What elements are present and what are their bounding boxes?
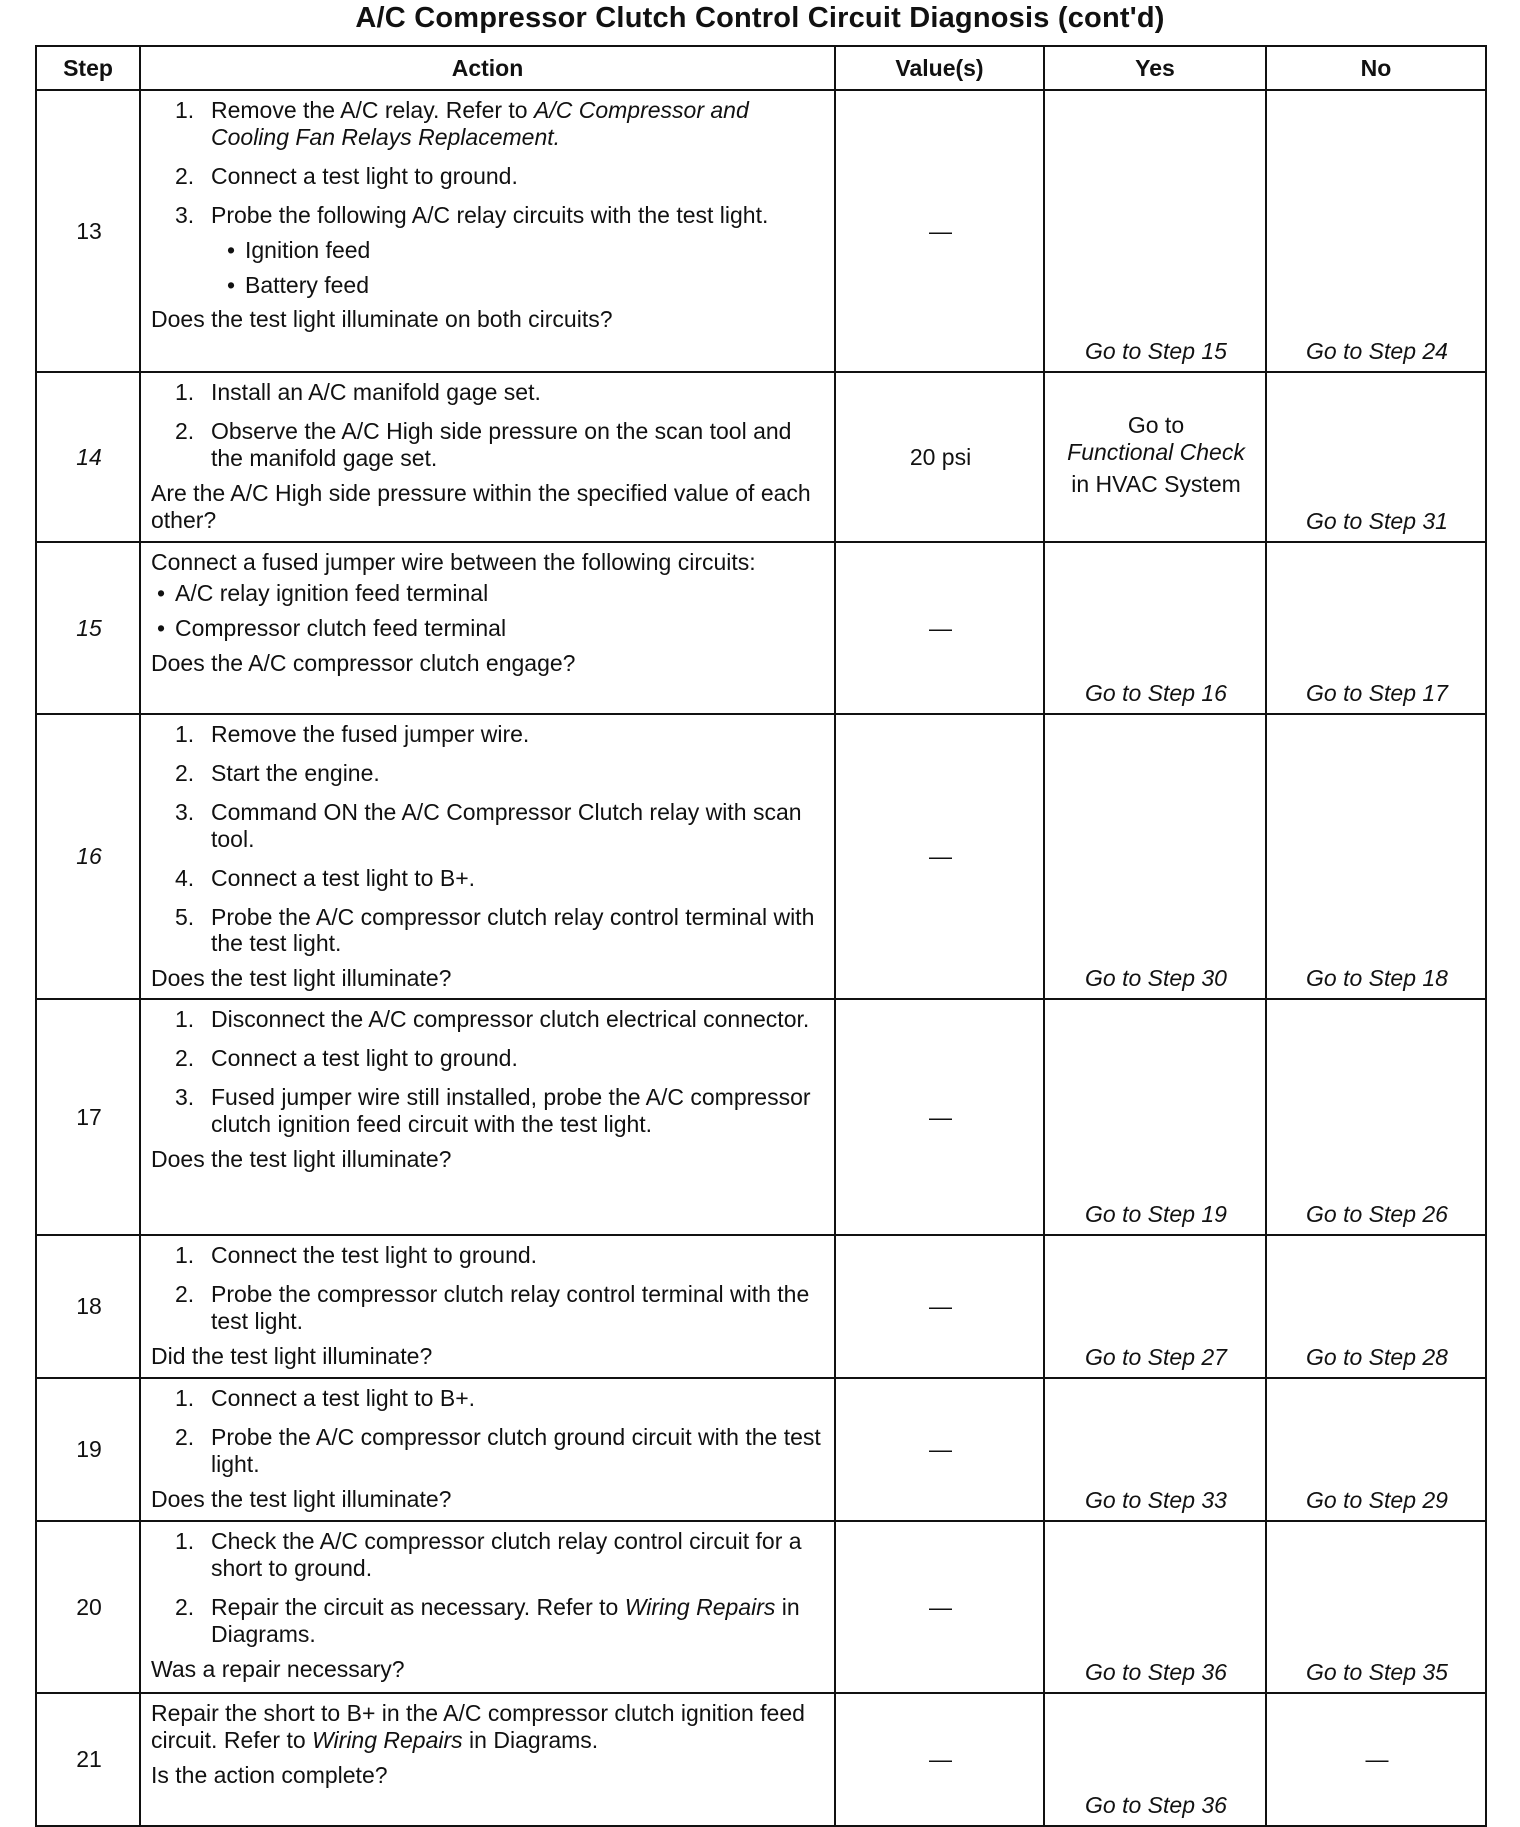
- action-question: Are the A/C High side pressure within the specified value of each other?: [151, 479, 811, 533]
- action-question: Does the test light illuminate on both circuits?: [151, 306, 613, 333]
- step-number: 21: [36, 1693, 140, 1826]
- no-cell: [1266, 542, 1486, 714]
- action-cell: [140, 542, 835, 714]
- action-item: 1. Connect a test light to B+.: [175, 1385, 476, 1412]
- action-item: 1. Disconnect the A/C compressor clutch electrical connector.: [175, 1006, 810, 1033]
- table-row: [36, 1521, 1486, 1693]
- action-intro: Repair the short to B+ in the A/C compressor clutch ignition feed circuit. Refer to Wiring Repairs in Diagrams.: [151, 1700, 805, 1754]
- column-header-no: No: [1266, 46, 1486, 90]
- table-row: [36, 90, 1486, 372]
- table-row: [36, 1693, 1486, 1826]
- action-item: 3. Command ON the A/C Compressor Clutch relay with scan tool.: [175, 798, 802, 852]
- action-question: Does the test light illuminate?: [151, 965, 452, 992]
- action-intro: Connect a fused jumper wire between the following circuits:: [151, 549, 756, 575]
- action-item: 1. Check the A/C compressor clutch relay control circuit for a short to ground.: [175, 1528, 802, 1582]
- action-item: 1. Connect the test light to ground.: [175, 1242, 538, 1269]
- header-row: [36, 46, 1486, 90]
- value-cell: —: [835, 1235, 1044, 1378]
- value-cell: —: [835, 90, 1044, 372]
- value-cell: —: [835, 1693, 1044, 1826]
- diagnosis-table: [35, 45, 1487, 1827]
- table-row: [36, 999, 1486, 1235]
- no-result: Go to Step 24: [1306, 338, 1448, 365]
- step-number: 18: [36, 1235, 140, 1378]
- yes-cell: [1044, 90, 1266, 372]
- no-result: Go to Step 28: [1306, 1344, 1448, 1371]
- no-result: Go to Step 18: [1306, 965, 1448, 992]
- step-number: 13: [36, 90, 140, 372]
- action-question: Was a repair necessary?: [151, 1655, 405, 1682]
- action-item: 2. Probe the compressor clutch relay control terminal with the test light.: [175, 1281, 810, 1335]
- yes-result: Go to Step 30: [1085, 965, 1227, 992]
- action-cell: [140, 1378, 835, 1521]
- yes-cell: [1044, 999, 1266, 1235]
- no-result: Go to Step 26: [1306, 1201, 1448, 1228]
- no-cell: [1266, 1521, 1486, 1693]
- yes-result: Go to Step 36: [1085, 1792, 1227, 1819]
- yes-result-line: Go to: [1127, 411, 1185, 438]
- step-number: 20: [36, 1521, 140, 1693]
- step-number: 15: [36, 542, 140, 714]
- yes-cell: [1044, 714, 1266, 999]
- action-item: 2. Observe the A/C High side pressure on the scan tool and the manifold gage set.: [175, 417, 792, 471]
- no-result: Go to Step 17: [1306, 680, 1448, 707]
- bullet-item: • Battery feed: [151, 272, 826, 299]
- yes-cell: [1044, 372, 1266, 542]
- no-result: Go to Step 31: [1306, 508, 1448, 535]
- action-cell: [140, 1235, 835, 1378]
- action-cell: [140, 1521, 835, 1693]
- action-item: 2. Connect a test light to ground.: [175, 1045, 518, 1072]
- action-cell: [140, 90, 835, 372]
- action-question: Does the test light illuminate?: [151, 1485, 452, 1512]
- yes-cell: [1044, 1235, 1266, 1378]
- action-item: 2. Probe the A/C compressor clutch ground circuit with the test light.: [175, 1424, 821, 1478]
- bullet-item: • Compressor clutch feed terminal: [151, 615, 826, 642]
- yes-result: Go to Step 27: [1085, 1344, 1227, 1371]
- action-question: Does the test light illuminate?: [151, 1145, 452, 1172]
- action-item: 3. Fused jumper wire still installed, probe the A/C compressor clutch ignition feed circuit with the test light.: [175, 1084, 811, 1137]
- action-item: 3. Probe the following A/C relay circuits with the test light.: [175, 201, 769, 228]
- column-header-step: Step: [36, 46, 140, 90]
- page-title: A/C Compressor Clutch Control Circuit Diagnosis (cont'd): [355, 2, 1165, 34]
- yes-cell: [1044, 1521, 1266, 1693]
- bullet-item: • Ignition feed: [151, 237, 826, 264]
- action-item: 2. Start the engine.: [175, 759, 380, 786]
- yes-result: Go to Step 16: [1085, 680, 1227, 707]
- no-cell: [1266, 1235, 1486, 1378]
- action-item: 1. Install an A/C manifold gage set.: [175, 379, 541, 405]
- column-header-yes: Yes: [1044, 46, 1266, 90]
- table-row: [36, 542, 1486, 714]
- value-cell: —: [835, 1521, 1044, 1693]
- yes-cell: [1044, 542, 1266, 714]
- no-result: Go to Step 35: [1306, 1659, 1448, 1686]
- no-cell: [1266, 714, 1486, 999]
- step-number: 16: [36, 714, 140, 999]
- step-number: 17: [36, 999, 140, 1235]
- action-cell: [140, 999, 835, 1235]
- no-cell: [1266, 999, 1486, 1235]
- no-cell: [1266, 1378, 1486, 1521]
- reference-link: A/C Compressor and Cooling Fan Relays Replacement: [211, 97, 749, 150]
- value-cell: 20 psi: [835, 372, 1044, 542]
- action-item: 1. Remove the fused jumper wire.: [175, 721, 530, 747]
- yes-result: Go to Step 19: [1085, 1201, 1227, 1228]
- action-item: 5. Probe the A/C compressor clutch relay control terminal with the test light.: [175, 903, 815, 957]
- table-row: [36, 714, 1486, 999]
- value-cell: —: [835, 1378, 1044, 1521]
- action-question: Does the A/C compressor clutch engage?: [151, 649, 576, 676]
- action-item: 2. Repair the circuit as necessary. Refer to Wiring Repairs in Diagrams.: [175, 1594, 800, 1647]
- no-cell: —: [1266, 1693, 1486, 1826]
- action-item: 4. Connect a test light to B+.: [175, 864, 476, 891]
- action-cell: [140, 714, 835, 999]
- action-question: Did the test light illuminate?: [151, 1342, 433, 1369]
- yes-result: Go to Step 15: [1085, 338, 1227, 365]
- yes-result-line: in HVAC System: [1071, 471, 1241, 498]
- functional-check-reference: Functional Check: [1067, 438, 1245, 465]
- action-item: 2. Connect a test light to ground.: [175, 162, 518, 189]
- step-number: 14: [36, 372, 140, 542]
- value-cell: —: [835, 714, 1044, 999]
- bullet-item: • A/C relay ignition feed terminal: [151, 580, 826, 607]
- step-number: 19: [36, 1378, 140, 1521]
- value-cell: —: [835, 999, 1044, 1235]
- no-cell: [1266, 90, 1486, 372]
- value-cell: —: [835, 542, 1044, 714]
- action-item: 1. Remove the A/C relay. Refer to A/C Compressor and Cooling Fan Relays Replacement.: [175, 97, 749, 150]
- table-row: [36, 372, 1486, 542]
- yes-result: Go to Step 36: [1085, 1659, 1227, 1686]
- action-cell: [140, 372, 835, 542]
- yes-cell: [1044, 1378, 1266, 1521]
- column-header-values: Value(s): [835, 46, 1044, 90]
- action-question: Is the action complete?: [151, 1762, 388, 1789]
- no-result: Go to Step 29: [1306, 1487, 1448, 1514]
- reference-link: Wiring Repairs: [312, 1727, 463, 1754]
- no-cell: [1266, 372, 1486, 542]
- table-row: [36, 1378, 1486, 1521]
- yes-cell: [1044, 1693, 1266, 1826]
- table-row: [36, 1235, 1486, 1378]
- yes-result: Go to Step 33: [1085, 1487, 1227, 1514]
- column-header-action: Action: [140, 46, 835, 90]
- action-cell: [140, 1693, 835, 1826]
- reference-link: Wiring Repairs: [624, 1594, 776, 1621]
